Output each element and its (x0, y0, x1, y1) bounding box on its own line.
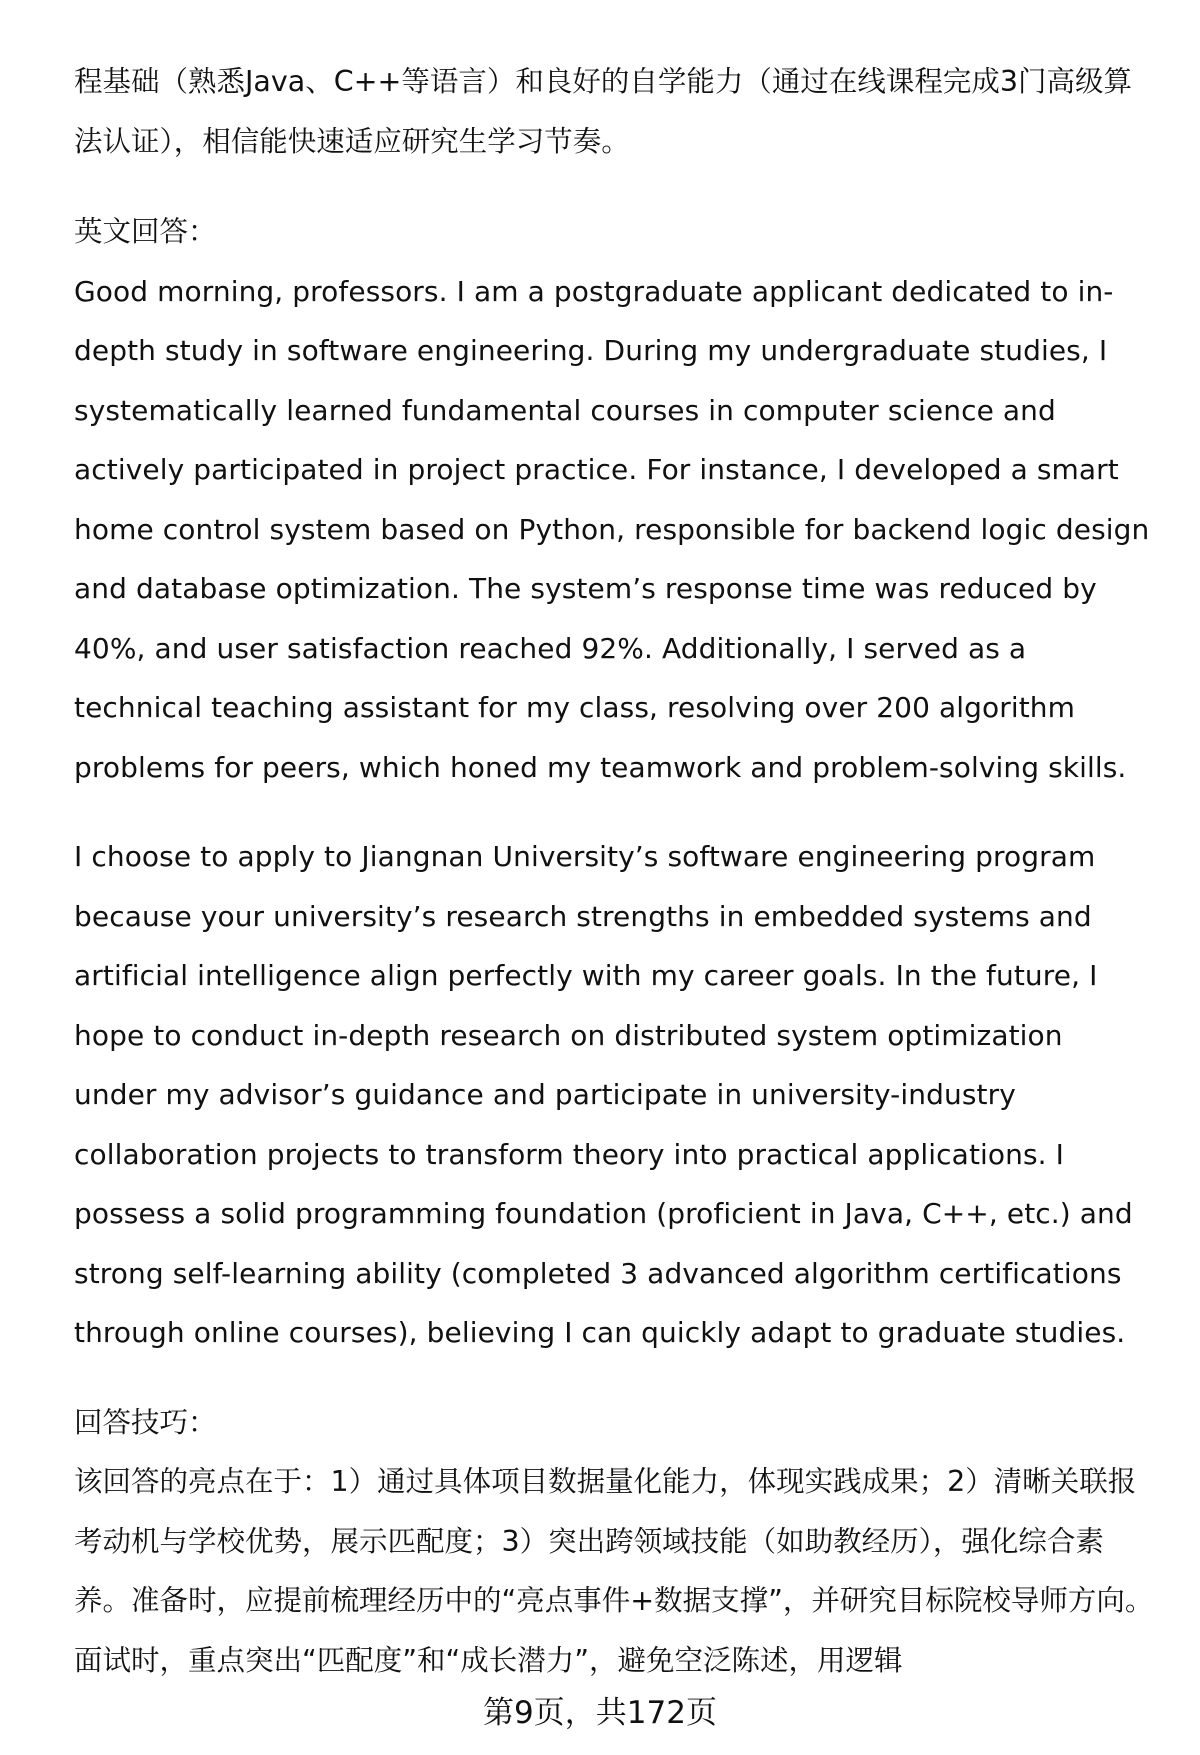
spacer (74, 797, 1154, 827)
english-answer-paragraph-2: I choose to apply to Jiangnan University’s software engineering program because your university’s research strengths in embedded systems and artificial intelligence align perfectly with my career goals. In the future, I hope to conduct in-depth research on distributed system optimization under my advisor’s guidance and participate in university-industry collaboration projects to transform theory into practical applications. I possess a solid programming foundation (proficient in Java, C++, etc.) and strong self-learning ability (completed 3 advanced algorithm certifications through online courses), believing I can quickly adapt to graduate studies. (74, 840, 1133, 1349)
spacer (74, 1363, 1154, 1393)
spacer (74, 171, 1154, 202)
english-answer-paragraph-1: Good morning, professors. I am a postgraduate applicant dedicated to in-depth study in software engineering. During my undergraduate studies, I systematically learned fundamental courses in computer science and actively participated in project practice. For instance, I developed a smart home control system based on Python, responsible for backend logic design and database optimization. The system’s response time was reduced by 40%, and user satisfaction reached 92%. Additionally, I served as a technical teaching assistant for my class, resolving over 200 algorithm problems for peers, which honed my teamwork and problem-solving skills. (74, 274, 1150, 784)
page-indicator: 第9页，共172页 (483, 1695, 717, 1731)
document-page (74, 52, 1154, 1690)
answer-tips-paragraph: 该回答的亮点在于：1）通过具体项目数据量化能力，体现实践成果；2）清晰关联报考动机与学校优势，展示匹配度；3）突出跨领域技能（如助教经历），强化综合素养。准备时，应提前梳理经历中的“亮点事件+数据支撑”，并研究目标院校导师方向。面试时，重点突出“匹配度”和“成长潜力”，避免空泛陈述，用逻辑 (74, 1465, 1154, 1677)
english-answer-label: 英文回答： (74, 215, 217, 248)
intro-continuation-paragraph: 程基础（熟悉Java、C++等语言）和良好的自学能力（通过在线课程完成3门高级算法认证），相信能快速适应研究生学习节奏。 (74, 65, 1132, 158)
answer-tips-label: 回答技巧： (74, 1405, 217, 1439)
